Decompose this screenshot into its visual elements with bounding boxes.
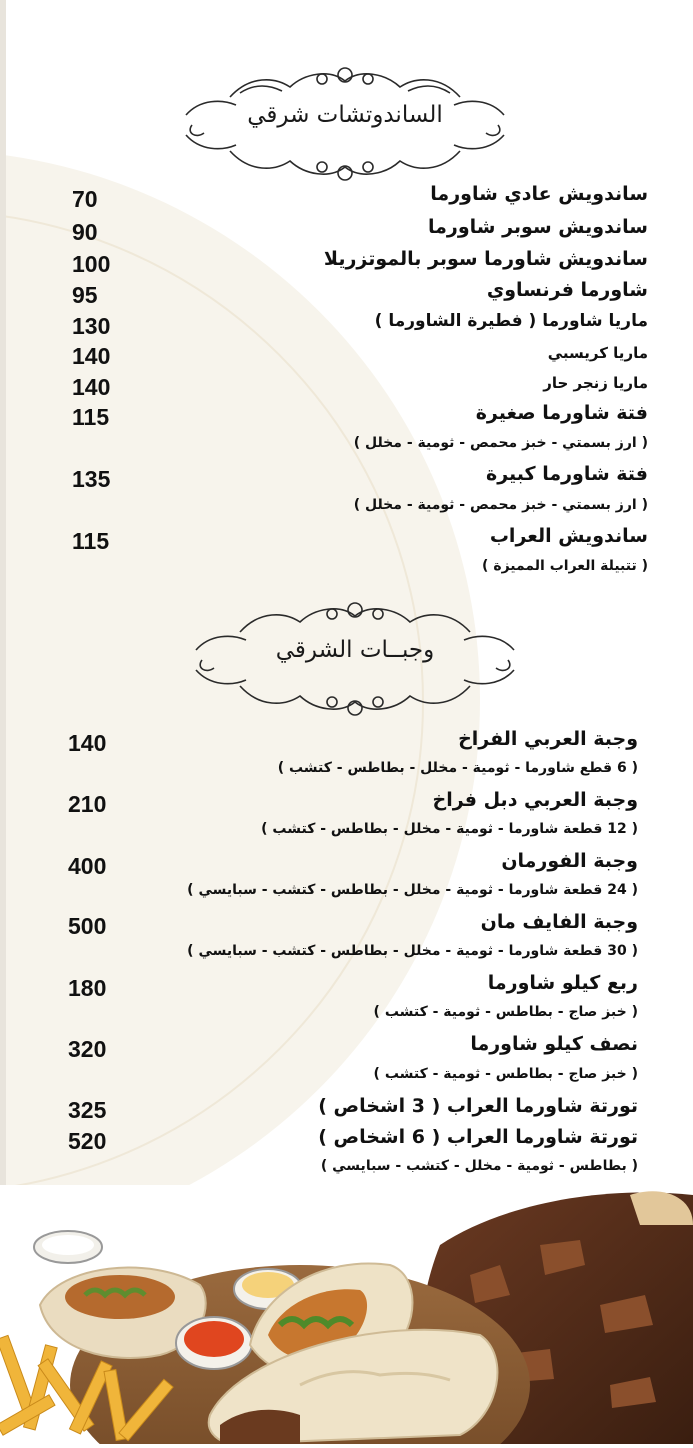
menu-item-detail: ( 30 قطعة شاورما - ثومية - مخلل - بطاطس - كتشب - سبايسي ) (187, 943, 638, 959)
menu-item-name: وجبة العربي الفراخ (458, 728, 638, 750)
food-photo (0, 1185, 693, 1444)
menu-item-name: ماريا شاورما ( فطيرة الشاورما ) (374, 311, 648, 331)
menu-item-name: ربع كيلو شاورما (487, 972, 638, 994)
menu-item-name: وجبة الفايف مان (480, 911, 638, 933)
menu-item-name: ساندويش شاورما سوبر بالموتزريلا (323, 248, 648, 270)
menu-item-price: 400 (68, 853, 107, 879)
menu-item-name: ماريا زنجر حار (543, 374, 648, 392)
menu-item-price: 130 (72, 313, 111, 339)
menu-item-name: ساندويش عادي شاورما (430, 183, 648, 205)
menu-item-detail: ( ارز بسمتي - خبز محمص - ثومية - مخلل ) (353, 497, 648, 513)
menu-item-price: 520 (68, 1128, 107, 1154)
menu-item-price: 140 (72, 374, 111, 400)
menu-item-detail: ( 6 قطع شاورما - ثومية - مخلل - بطاطس - كتشب ) (277, 760, 638, 776)
menu-item-detail: ( خبز صاج - بطاطس - ثومية - كتشب ) (373, 1004, 638, 1020)
menu-item-detail: ( 24 قطعة شاورما - ثومية - مخلل - بطاطس - كتشب - سبايسي ) (187, 882, 638, 898)
section-title: وجبــات الشرقي (275, 637, 435, 663)
section-header-sandwiches (0, 55, 693, 185)
menu-item-name: ساندويش العراب (489, 525, 648, 547)
menu-item-name: فتة شاورما صغيرة (475, 402, 648, 424)
menu-item-name: وجبة العربي دبل فراخ (432, 789, 638, 811)
menu-item-name: تورتة شاورما العراب ( 3 اشخاص ) (318, 1095, 638, 1117)
menu-item-price: 100 (72, 251, 111, 277)
menu-item-price: 115 (72, 404, 110, 430)
menu-item-name: تورتة شاورما العراب ( 6 اشخاص ) (318, 1126, 638, 1148)
menu-item-price: 140 (72, 343, 111, 369)
menu-item-price: 90 (72, 219, 98, 245)
menu-item-price: 140 (68, 730, 107, 756)
section-title: الساندوتشات شرقي (247, 102, 443, 128)
menu-item-name: ساندويش سوبر شاورما (428, 216, 648, 238)
menu-item-detail: ( 12 قطعة شاورما - ثومية - مخلل - بطاطس - كتشب ) (261, 821, 638, 837)
menu-item-price: 135 (72, 466, 111, 492)
menu-item-price: 95 (72, 282, 98, 308)
menu-item-detail: ( تتبيلة العراب المميزة ) (482, 558, 648, 574)
menu-item-name: ماريا كريسبي (547, 344, 648, 362)
menu-item-detail: ( ارز بسمتي - خبز محمص - ثومية - مخلل ) (353, 435, 648, 451)
section-header-meals (0, 590, 693, 720)
menu-item-price: 70 (72, 186, 98, 212)
menu-item-price: 115 (72, 528, 110, 554)
menu-item-price: 320 (68, 1036, 107, 1062)
menu-item-name: نصف كيلو شاورما (470, 1033, 638, 1055)
menu-item-name: شاورما فرنساوي (486, 279, 648, 301)
menu-item-price: 180 (68, 975, 107, 1001)
menu-item-detail: ( خبز صاج - بطاطس - ثومية - كتشب ) (373, 1066, 638, 1082)
menu-item-detail: ( بطاطس - ثومية - مخلل - كتشب - سبايسي ) (320, 1158, 638, 1174)
menu-item-name: وجبة الفورمان (501, 850, 638, 872)
menu-item-name: فتة شاورما كبيرة (485, 463, 648, 485)
menu-item-price: 500 (68, 913, 107, 939)
menu-item-price: 210 (68, 791, 107, 817)
menu-item-price: 325 (68, 1097, 107, 1123)
